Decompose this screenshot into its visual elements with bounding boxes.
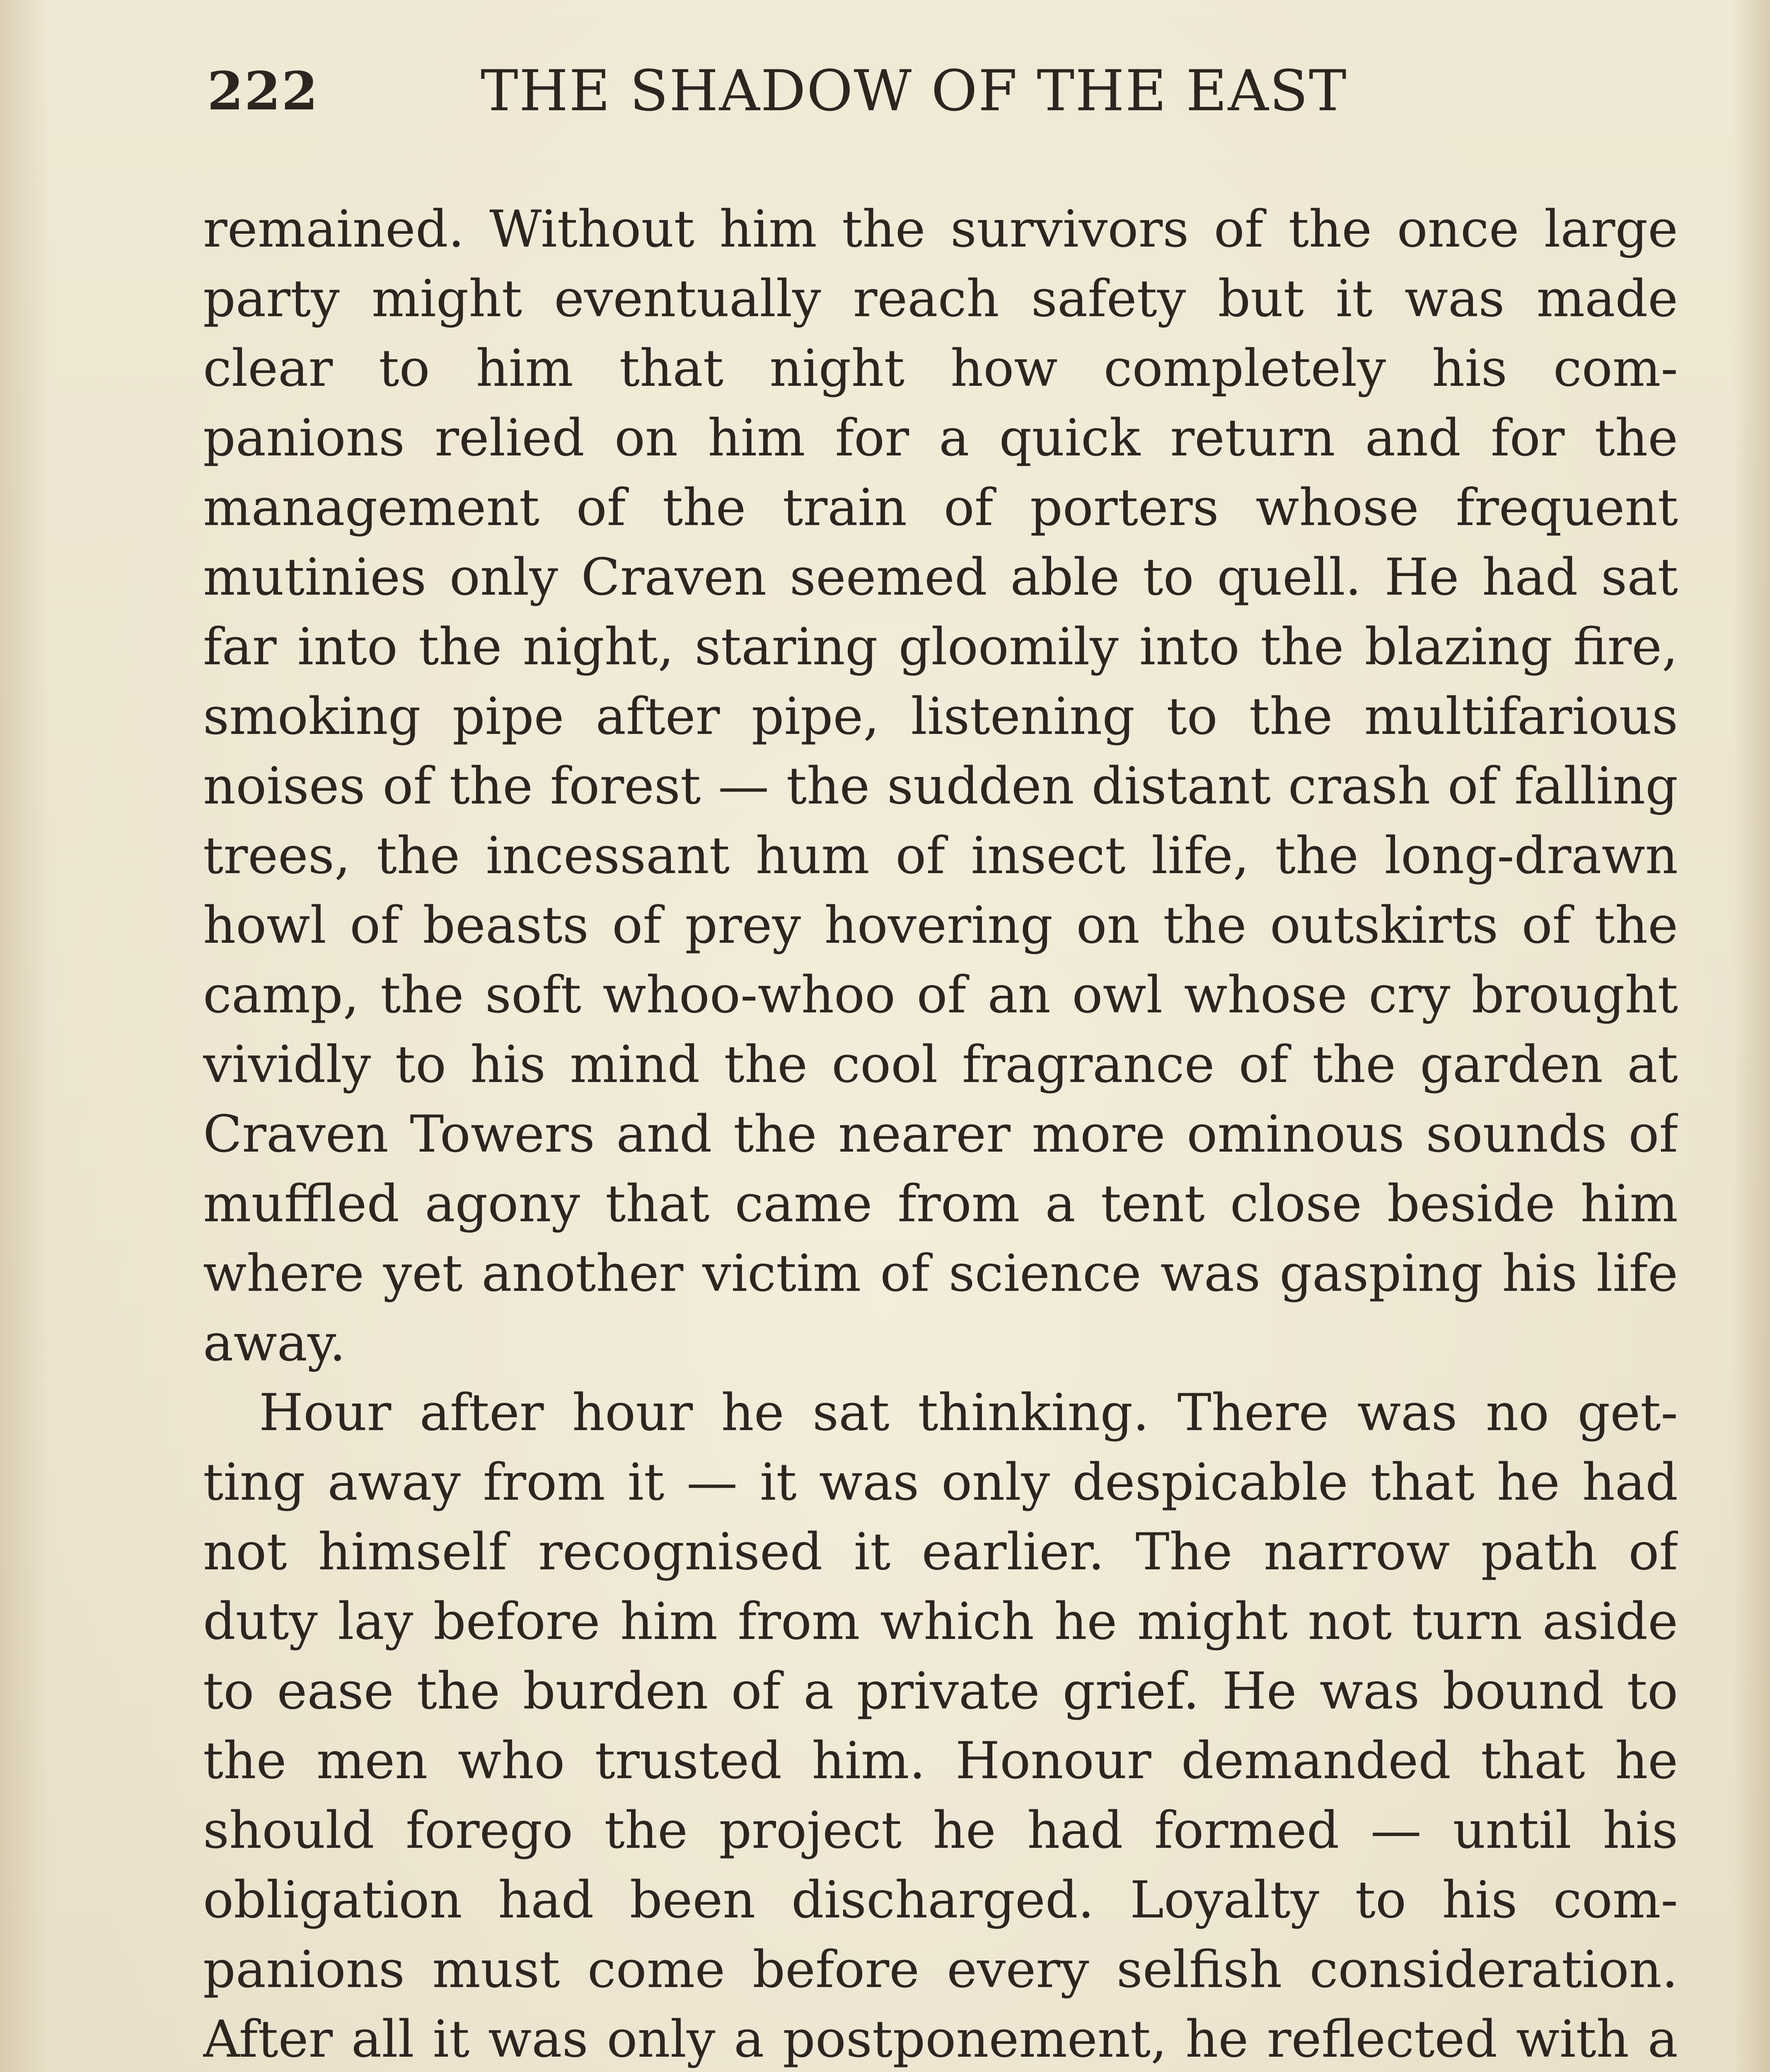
text-line: camp, the soft whoo-whoo of an owl whose cry brought <box>203 966 1678 1025</box>
text-line: clear to him that night how completely his com- <box>203 339 1678 398</box>
paragraph-end-line: away. <box>203 1314 346 1373</box>
text-line: trees, the incessant hum of insect life, the long-drawn <box>203 826 1678 886</box>
page-number: 222 <box>207 61 319 122</box>
paragraph-start-line: Hour after hour he sat thinking. There was no get- <box>259 1383 1678 1443</box>
text-line: to ease the burden of a private grief. He was bound to <box>203 1662 1678 1721</box>
text-line: howl of beasts of prey hovering on the outskirts of the <box>203 896 1678 955</box>
text-line: where yet another victim of science was gasping his life <box>203 1244 1678 1303</box>
text-line: panions relied on him for a quick return and for the <box>203 409 1678 468</box>
text-line: Craven Towers and the nearer more ominous sounds of <box>203 1105 1678 1164</box>
text-line: far into the night, staring gloomily into the blazing fire, <box>203 617 1678 677</box>
text-line: remained. Without him the survivors of the once large <box>203 200 1678 259</box>
text-line: obligation had been discharged. Loyalty to his com- <box>203 1871 1678 1930</box>
text-line: noises of the forest — the sudden distant crash of falling <box>203 757 1678 816</box>
book-title: THE SHADOW OF THE EAST <box>481 58 1347 124</box>
running-head <box>207 58 1591 124</box>
text-line: the men who trusted him. Honour demanded that he <box>203 1731 1678 1791</box>
text-line: management of the train of porters whose frequent <box>203 478 1678 537</box>
text-line: After all it was only a postponement, he reflected with a <box>203 2010 1678 2069</box>
text-line: ting away from it — it was only despicable that he had <box>203 1453 1678 1512</box>
text-line: vividly to his mind the cool fragrance of the garden at <box>203 1035 1678 1094</box>
page-gutter-shadow <box>0 0 50 2072</box>
text-line: mutinies only Craven seemed able to quell. He had sat <box>203 548 1678 607</box>
text-line: panions must come before every selfish consideration. <box>203 1940 1678 1999</box>
text-line: not himself recognised it earlier. The narrow path of <box>203 1523 1678 1582</box>
page-edge-shadow <box>1733 0 1770 2072</box>
text-line: smoking pipe after pipe, listening to the multifarious <box>203 687 1678 746</box>
body-text <box>203 195 1678 2072</box>
text-line: muffled agony that came from a tent close beside him <box>203 1174 1678 1234</box>
text-line: party might eventually reach safety but it was made <box>203 269 1678 329</box>
text-line: should forego the project he had formed — until his <box>203 1801 1678 1860</box>
text-line: duty lay before him from which he might not turn aside <box>203 1592 1678 1651</box>
